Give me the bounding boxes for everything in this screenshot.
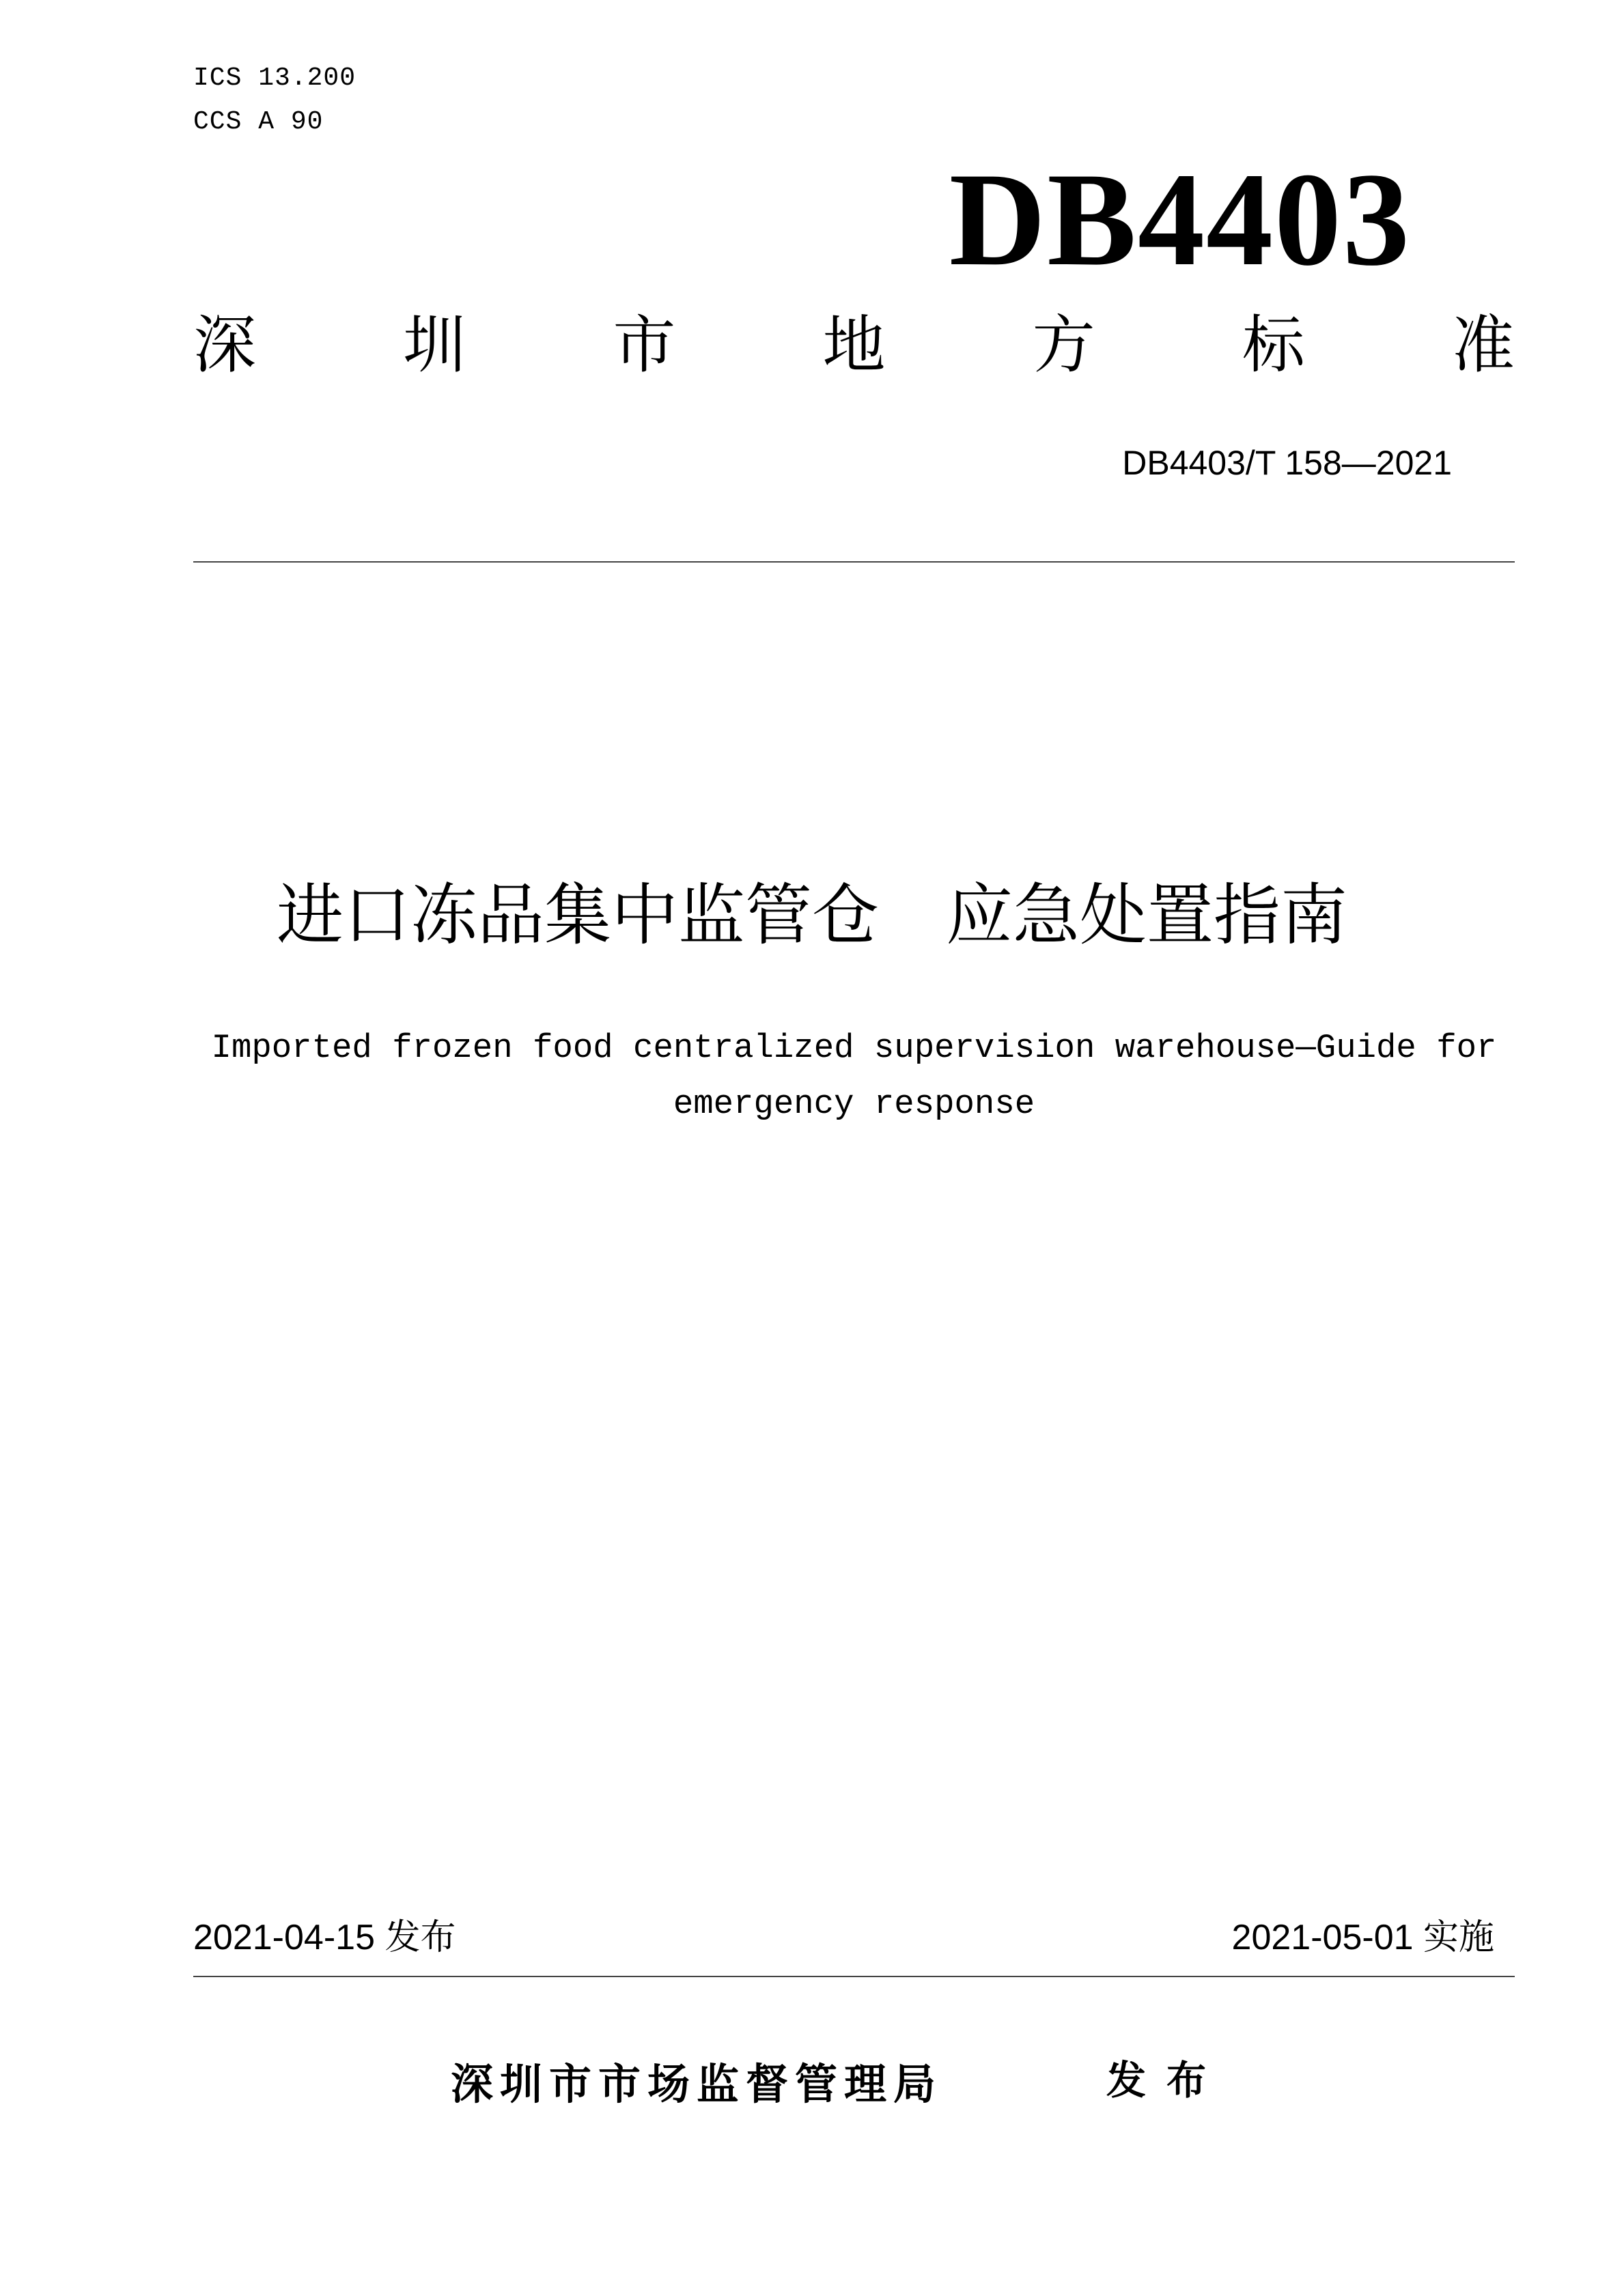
document-title-chinese: 进口冻品集中监管仓 应急处置指南 (276, 877, 1347, 954)
issue-action: 发布 (1106, 2057, 1227, 2103)
top-divider (193, 561, 1515, 563)
standard-number: DB4403/T 158—2021 (1122, 444, 1452, 482)
document-title-english: Imported frozen food centralized supervision warehouse—Guide for emergency response (211, 1029, 1517, 1123)
issuing-authority: 深圳市市场监督管理局 (451, 2059, 943, 2109)
ics-code: ICS 13.200 (193, 63, 356, 93)
bottom-divider (193, 1976, 1515, 1977)
implementation-date: 2021-05-01 实施 (1231, 1918, 1494, 1957)
standard-type-char: 市 (613, 309, 676, 382)
ccs-code: CCS A 90 (193, 107, 324, 137)
standard-type-char: 圳 (403, 309, 466, 382)
standard-type-char: 准 (1451, 309, 1515, 382)
issue-date: 2021-04-15 发布 (193, 1918, 456, 1957)
standard-code: DB4403 (949, 145, 1411, 294)
standard-type-char: 标 (1242, 309, 1305, 382)
standard-type (193, 309, 1515, 382)
standard-type-char: 深 (193, 309, 257, 382)
standard-type-char: 地 (822, 309, 886, 382)
standard-type-char: 方 (1032, 309, 1095, 382)
